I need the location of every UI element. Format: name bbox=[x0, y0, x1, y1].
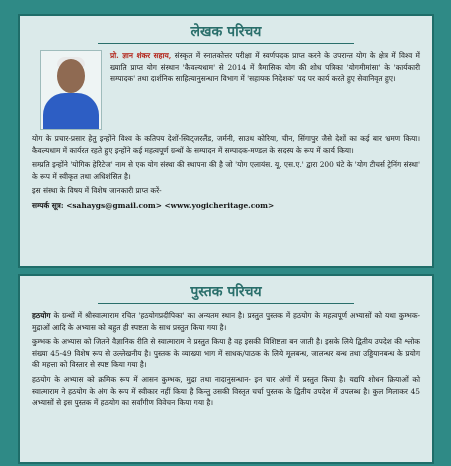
author-info-text: इस संस्था के विषय में विशेष जानकारी प्राप्त करें- bbox=[32, 186, 162, 196]
author-name: प्रो. ज्ञान शंकर सहाय, bbox=[110, 51, 172, 60]
book-intro-text: के ग्रन्थों में श्रीस्वात्माराम रचित 'हठयोगप्रदीपिका' का अन्यतम स्थान है। प्रस्तुत पुस्तक में हठयोग के महत्वपूर्ण अभ्यासों को यथा कुम्भक-मुद्राओं आदि के अभ्यास को बहुत ही स्पष्टता के साथ प्रस्तुत किया गया है। bbox=[32, 311, 420, 332]
book-panel bbox=[18, 274, 434, 464]
author-intro-text: संस्कृत में स्नातकोत्तर परीक्षा में स्वर्णपदक प्राप्त करने के उपरान्त योग के क्षेत्र में विश्व में ख्याति प्राप्त योग संस्थान 'कैवल्यधाम' से 2014 में त्रैमासिक योग की शोध पत्रिका 'योगमीमांसा' के 'कार्यकारी सम्पादक' तथा दार्शनिक साहित्यानुसन्धान विभाग में 'सहायक निदेशक' पद पर कार्य करते हुए सेवानिवृत हुए। bbox=[110, 51, 420, 84]
author-intro-row bbox=[20, 50, 432, 130]
contact-value: <sahaygs@gmail.com> <www.yogicheritage.com> bbox=[66, 200, 275, 210]
book-practice-text: हठयोग के अभ्यास को क्रमिक रूप में आसन कुम्भक, मुद्रा तथा नादानुसन्धान- इन चार अंगों में प्रस्तुत किया है। यद्यपि शोधन क्रियाओं को स्वात्माराम ने हठयोग के अंग के रूप में स्वीकार नहीं किया है किन्तु उसकी विस्तृत चर्चा पुस्तक के द्वितीय उपदेश में उपलब्ध है। कुल मिलाकर 45 अभ्यासों से इस पुस्तक में हठयोग का सर्वांगीण विवेचन किया गया है। bbox=[32, 374, 420, 408]
author-panel bbox=[18, 14, 434, 268]
book-heading: पुस्तक परिचय bbox=[190, 284, 262, 300]
author-travel-text: योग के प्रचार-प्रसार हेतु इन्होंने विश्व के कतिपय देशों-स्विट्जरलैंड, जर्मनी, साउथ कोरिया, चीन, सिंगापुर जैसे देशों का कई बार भ्रमण किया। कैवल्यधाम में कार्यरत रहते हुए इन्होंने कई महत्वपूर्ण ग्रन्थों के सम्पादन में सम्पादक-मण्डल के सदस्य के रूप में कार्य किया। bbox=[32, 134, 420, 155]
contact-line bbox=[32, 200, 420, 212]
author-institute-text: सम्प्रति इन्होंने 'योगिक हेरिटेज' नाम से एक योग संस्था की स्थापना की है जो 'योग एलायंस. यू. एस.ए.' द्वारा 200 घंटे के 'योग टीचर्स ट्रेनिंग संस्था' के रूप में स्वीकृत तथा अधिशंसित है। bbox=[32, 160, 420, 181]
heading-divider bbox=[98, 303, 354, 304]
heading-divider bbox=[98, 43, 354, 44]
contact-label: सम्पर्क सूत्र: bbox=[32, 200, 64, 210]
author-heading: लेखक परिचय bbox=[190, 24, 262, 40]
book-intro bbox=[32, 310, 420, 333]
book-lead-word: हठयोग bbox=[32, 311, 51, 320]
book-kumbhak-text: कुम्भक के अभ्यास को जितने वैज्ञानिक रीति से स्वात्माराम ने प्रस्तुत किया है वह इसकी विशिष्टता बन जाती है। इसके लिये द्वितीय उपदेश की श्लोक संख्या 45-49 विशेष रूप से उल्लेखनीय है। पुस्तक के व्याख्या भाग में साधक/पाठक के लिये मूलबन्ध, जालन्धर बन्ध तथा उड्डियानबन्ध के प्रयोग की महत्ता को विस्तार से स्पष्ट किया गया है। bbox=[32, 337, 420, 370]
author-intro bbox=[110, 50, 420, 85]
author-photo bbox=[40, 50, 102, 130]
